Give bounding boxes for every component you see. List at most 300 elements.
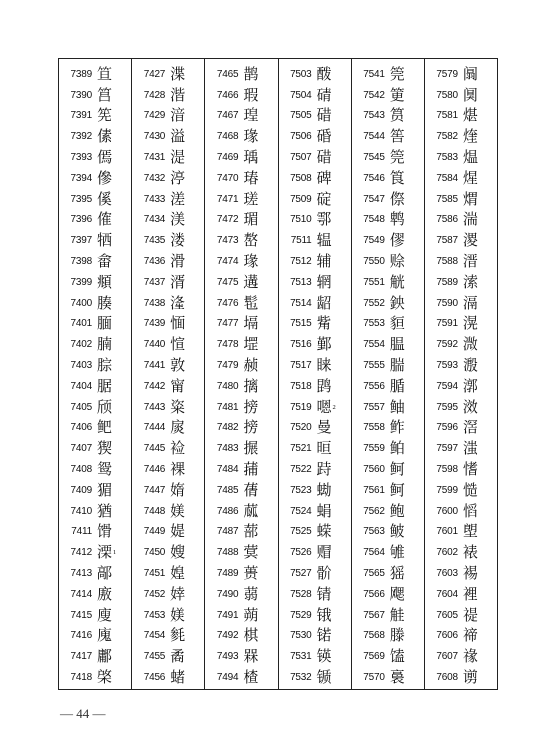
hanzi-character: 傪	[97, 168, 113, 187]
hanzi-character: 鲍	[389, 501, 405, 520]
char-code: 7516	[290, 339, 312, 351]
hanzi-character: 堽	[243, 335, 259, 354]
table-row	[352, 438, 424, 459]
table-row	[279, 626, 351, 647]
char-code: 7508	[290, 172, 312, 184]
char-code: 7482	[216, 422, 239, 434]
hanzi-character: 腒	[97, 376, 113, 395]
char-code: 7475	[216, 276, 239, 288]
table-row	[59, 210, 131, 231]
hanzi-character: 鲄	[389, 460, 405, 479]
hanzi-character: 鲊	[389, 418, 405, 437]
char-code: 7437	[143, 276, 166, 288]
hanzi-character: 慆	[462, 501, 478, 520]
table-row	[352, 626, 424, 647]
table-row	[205, 459, 277, 480]
table-row	[279, 251, 351, 272]
table-row	[59, 189, 131, 210]
char-code: 7395	[70, 193, 92, 205]
hanzi-character: 鄗	[97, 564, 113, 583]
table-row	[132, 605, 204, 626]
table-row	[59, 418, 131, 439]
table-row	[279, 584, 351, 605]
table-row	[279, 334, 351, 355]
hanzi-character: 媓	[170, 564, 186, 583]
hanzi-character: 髢	[243, 293, 259, 312]
hanzi-character: 锘	[316, 626, 332, 645]
char-code: 7470	[216, 172, 239, 184]
hanzi-character: 湆	[170, 106, 186, 125]
hanzi-character: 鲏	[389, 522, 405, 541]
table-row	[132, 189, 204, 210]
char-code: 7563	[363, 526, 385, 538]
hanzi-character: 渼	[170, 210, 186, 229]
table-row	[279, 667, 351, 688]
char-code: 7585	[436, 193, 458, 205]
table-row	[352, 542, 424, 563]
table-row	[59, 147, 131, 168]
char-code: 7546	[363, 172, 385, 184]
table-row	[425, 563, 497, 584]
char-code: 7605	[436, 609, 458, 621]
hanzi-character: 谫	[462, 668, 478, 686]
table-row	[279, 438, 351, 459]
char-code: 7418	[70, 672, 92, 683]
char-code: 7452	[143, 588, 166, 600]
hanzi-character: 滑	[170, 252, 186, 271]
table-column	[59, 59, 132, 689]
table-row	[205, 563, 277, 584]
char-code: 7438	[143, 297, 166, 309]
table-row	[352, 272, 424, 293]
char-code: 7569	[363, 651, 385, 663]
char-code: 7473	[216, 235, 239, 247]
char-code: 7548	[363, 214, 385, 226]
table-row	[59, 376, 131, 397]
hanzi-character: 鉠	[389, 293, 405, 312]
char-code: 7597	[436, 443, 458, 455]
hanzi-character: 瑑	[243, 252, 259, 271]
table-row	[59, 646, 131, 667]
hanzi-character: 猶	[97, 501, 113, 520]
char-code: 7391	[70, 110, 92, 122]
table-row	[132, 584, 204, 605]
char-code: 7586	[436, 214, 458, 226]
hanzi-character: 筶	[389, 127, 405, 146]
char-code: 7521	[290, 443, 312, 455]
hanzi-character: 瑂	[243, 210, 259, 229]
table-row	[425, 376, 497, 397]
table-row	[425, 334, 497, 355]
char-code: 7490	[216, 588, 239, 600]
table-row	[352, 563, 424, 584]
table-row	[132, 501, 204, 522]
hanzi-character: 渟	[170, 168, 186, 187]
char-code: 7503	[290, 68, 312, 80]
table-row	[352, 293, 424, 314]
table-row	[425, 230, 497, 251]
hanzi-character: 傺	[389, 189, 405, 208]
table-row	[205, 314, 277, 335]
table-row	[205, 438, 277, 459]
char-code: 7494	[216, 672, 239, 683]
char-code: 7594	[436, 380, 458, 392]
hanzi-character: 搒	[243, 418, 259, 437]
table-row	[132, 314, 204, 335]
char-code: 7568	[363, 630, 385, 642]
char-code: 7448	[143, 505, 166, 517]
char-code: 7400	[70, 297, 92, 309]
char-code: 7474	[216, 256, 239, 268]
hanzi-character: 碇	[316, 189, 332, 208]
table-row	[425, 605, 497, 626]
char-code: 7598	[436, 464, 458, 476]
table-row	[425, 438, 497, 459]
hanzi-character: 禘	[462, 626, 478, 645]
table-row	[59, 168, 131, 189]
table-row	[205, 64, 277, 85]
table-row	[59, 64, 131, 85]
table-row	[352, 480, 424, 501]
hanzi-character: 觟	[389, 605, 405, 624]
table-row	[425, 85, 497, 106]
table-row	[279, 542, 351, 563]
hanzi-character: 溍	[462, 252, 478, 271]
char-code: 7399	[70, 276, 92, 288]
hanzi-character: 碏	[316, 148, 332, 167]
hanzi-character: 鲄	[389, 480, 405, 499]
table-row	[205, 626, 277, 647]
hanzi-character: 搒	[243, 397, 259, 416]
table-row	[205, 251, 277, 272]
table-row	[279, 355, 351, 376]
table-row	[279, 230, 351, 251]
hanzi-character: 酦	[316, 64, 332, 83]
table-column	[132, 59, 205, 689]
hanzi-character: 赗	[316, 543, 332, 562]
hanzi-character: 瑃	[243, 168, 259, 187]
hanzi-character: 锳	[316, 647, 332, 666]
table-row	[59, 293, 131, 314]
hanzi-character: 蒱	[243, 460, 259, 479]
hanzi-character: 腼	[97, 314, 113, 333]
table-row	[352, 418, 424, 439]
table-row	[425, 147, 497, 168]
char-code: 7562	[363, 505, 385, 517]
table-row	[279, 522, 351, 543]
char-code: 7556	[363, 380, 385, 392]
table-row	[59, 438, 131, 459]
char-code: 7608	[436, 672, 458, 683]
char-code: 7515	[290, 318, 312, 330]
hanzi-character: 觜	[316, 314, 332, 333]
hanzi-character: 煃	[462, 127, 478, 146]
char-code: 7429	[143, 110, 166, 122]
char-code: 7468	[216, 131, 239, 143]
hanzi-character: 鹎	[389, 210, 405, 229]
char-code: 7506	[290, 131, 312, 143]
char-code: 7584	[436, 172, 458, 184]
hanzi-character: 僇	[389, 231, 405, 250]
char-code: 7559	[363, 443, 385, 455]
table-row	[132, 397, 204, 418]
table-row	[279, 563, 351, 584]
hanzi-character: 觥	[389, 272, 405, 291]
hanzi-character: 筦	[389, 64, 405, 83]
table-row	[59, 314, 131, 335]
hanzi-character: 辒	[316, 231, 332, 250]
char-code: 7393	[70, 152, 92, 164]
hanzi-character: 腙	[97, 356, 113, 375]
table-row	[205, 605, 277, 626]
char-code: 7390	[70, 89, 92, 101]
char-code: 7532	[290, 672, 312, 683]
hanzi-character: 蒉	[243, 564, 259, 583]
table-row	[132, 459, 204, 480]
char-code: 7595	[436, 401, 458, 413]
hanzi-character: 蜎	[316, 501, 332, 520]
char-code: 7603	[436, 568, 458, 580]
char-code: 7444	[143, 422, 166, 434]
hanzi-character: 溭	[462, 231, 478, 250]
table-row	[132, 106, 204, 127]
char-code: 7517	[290, 360, 312, 372]
char-code: 7454	[143, 630, 166, 642]
table-row	[352, 147, 424, 168]
table-row	[132, 334, 204, 355]
char-code: 7507	[290, 152, 312, 164]
hanzi-character: 滆	[462, 293, 478, 312]
hanzi-character: 愐	[170, 314, 186, 333]
table-row	[132, 230, 204, 251]
character-table	[58, 58, 498, 690]
table-row	[279, 293, 351, 314]
hanzi-character: 廋	[97, 605, 113, 624]
table-row	[425, 667, 497, 688]
table-row	[352, 355, 424, 376]
table-row	[425, 584, 497, 605]
char-code: 7526	[290, 547, 312, 559]
table-row	[352, 189, 424, 210]
hanzi-character: 辅	[316, 252, 332, 271]
char-code: 7449	[143, 526, 166, 538]
char-code: 7443	[143, 401, 166, 413]
table-row	[205, 210, 277, 231]
table-row	[279, 418, 351, 439]
char-code: 7409	[70, 484, 92, 496]
char-code: 7564	[363, 547, 385, 559]
char-code: 7606	[436, 630, 458, 642]
char-code: 7401	[70, 318, 92, 330]
table-row	[132, 147, 204, 168]
hanzi-character: 锖	[316, 584, 332, 603]
char-code: 7439	[143, 318, 166, 330]
hanzi-character: 溢	[170, 127, 186, 146]
hanzi-character: 猰	[97, 439, 113, 458]
char-code: 7394	[70, 172, 92, 184]
hanzi-character: 鹍	[316, 376, 332, 395]
hanzi-character: 鄠	[316, 210, 332, 229]
char-code: 7547	[363, 193, 385, 205]
table-row	[205, 542, 277, 563]
table-row	[59, 522, 131, 543]
table-row	[279, 126, 351, 147]
char-code: 7466	[216, 89, 239, 101]
table-row	[132, 376, 204, 397]
table-row	[352, 230, 424, 251]
table-row	[279, 459, 351, 480]
hanzi-character: 媄	[170, 605, 186, 624]
table-row	[352, 210, 424, 231]
char-code: 7441	[143, 360, 166, 372]
char-code: 7404	[70, 380, 92, 392]
table-row	[205, 501, 277, 522]
table-row	[279, 314, 351, 335]
table-row	[425, 626, 497, 647]
footnote-marker: 1	[113, 549, 117, 557]
table-row	[205, 646, 277, 667]
table-row	[425, 459, 497, 480]
char-code: 7520	[290, 422, 312, 434]
hanzi-character: 嗯	[316, 397, 332, 416]
hanzi-character: 筼	[389, 106, 405, 125]
char-code: 7528	[290, 588, 312, 600]
hanzi-character: 廒	[97, 584, 113, 603]
hanzi-character: 蒴	[243, 605, 259, 624]
char-code: 7489	[216, 568, 239, 580]
hanzi-character: 鲉	[389, 397, 405, 416]
char-code: 7602	[436, 547, 458, 559]
hanzi-character: 塱	[462, 522, 478, 541]
char-code: 7570	[363, 672, 385, 683]
hanzi-character: 傕	[97, 210, 113, 229]
char-code: 7397	[70, 235, 92, 247]
hanzi-character: 腽	[389, 335, 405, 354]
table-row	[59, 667, 131, 688]
table-row	[59, 106, 131, 127]
char-code: 7592	[436, 339, 458, 351]
char-code: 7455	[143, 651, 166, 663]
char-code: 7493	[216, 651, 239, 663]
hanzi-character: 裼	[462, 564, 478, 583]
hanzi-character: 瑑	[243, 127, 259, 146]
char-code: 7440	[143, 339, 166, 351]
table-row	[132, 272, 204, 293]
char-code: 7405	[70, 401, 92, 413]
hanzi-character: 碑	[316, 168, 332, 187]
hanzi-character: 腩	[97, 335, 113, 354]
table-row	[205, 126, 277, 147]
char-code: 7561	[363, 484, 385, 496]
char-code: 7557	[363, 401, 385, 413]
hanzi-character: 蒻	[243, 584, 259, 603]
hanzi-character: 漷	[462, 376, 478, 395]
hanzi-character: 慥	[462, 480, 478, 499]
table-row	[425, 522, 497, 543]
hanzi-character: 猺	[389, 564, 405, 583]
hanzi-character: 裣	[170, 439, 186, 458]
char-code: 7523	[290, 484, 312, 496]
char-code: 7407	[70, 443, 92, 455]
page-number: — 44 —	[60, 706, 106, 721]
hanzi-character: 碏	[316, 106, 332, 125]
hanzi-character: 蝾	[316, 522, 332, 541]
char-code: 7511	[290, 235, 312, 247]
char-code: 7480	[216, 380, 239, 392]
char-code: 7412	[70, 547, 92, 559]
char-code: 7410	[70, 505, 92, 517]
char-code: 7601	[436, 526, 458, 538]
char-code: 7492	[216, 630, 239, 642]
hanzi-character: 禒	[462, 647, 478, 666]
table-row	[352, 667, 424, 688]
char-code: 7505	[290, 110, 312, 122]
table-row	[425, 272, 497, 293]
table-row	[205, 293, 277, 314]
char-code: 7545	[363, 152, 385, 164]
table-row	[132, 168, 204, 189]
table-row	[205, 584, 277, 605]
char-code: 7408	[70, 464, 92, 476]
table-row	[205, 230, 277, 251]
char-code: 7587	[436, 235, 458, 247]
char-code: 7487	[216, 526, 239, 538]
hanzi-character: 媄	[170, 501, 186, 520]
hanzi-character: 溦	[462, 335, 478, 354]
table-row	[425, 168, 497, 189]
hanzi-character: 槑	[243, 647, 259, 666]
table-row	[205, 272, 277, 293]
hanzi-character: 愭	[462, 460, 478, 479]
hanzi-character: 鲌	[389, 439, 405, 458]
char-code: 7478	[216, 339, 239, 351]
hanzi-character: 牺	[97, 231, 113, 250]
hanzi-character: 扊	[170, 418, 186, 437]
char-code: 7582	[436, 131, 458, 143]
char-code: 7396	[70, 214, 92, 226]
table-row	[279, 210, 351, 231]
table-row	[352, 459, 424, 480]
table-row	[425, 501, 497, 522]
char-code: 7445	[143, 443, 166, 455]
char-code: 7567	[363, 609, 385, 621]
hanzi-character: 蔀	[243, 522, 259, 541]
table-row	[205, 688, 277, 689]
table-row	[205, 189, 277, 210]
table-row	[132, 210, 204, 231]
hanzi-character: 鲃	[97, 418, 113, 437]
char-code: 7406	[70, 422, 92, 434]
char-code: 7518	[290, 380, 312, 392]
table-row	[59, 501, 131, 522]
hanzi-character: 煴	[462, 148, 478, 167]
char-code: 7550	[363, 256, 385, 268]
char-code: 7485	[216, 484, 239, 496]
table-row	[132, 563, 204, 584]
table-row	[132, 542, 204, 563]
char-code: 7469	[216, 152, 239, 164]
char-code: 7513	[290, 276, 312, 288]
char-code: 7453	[143, 609, 166, 621]
char-code: 7436	[143, 256, 166, 268]
char-code: 7600	[436, 505, 458, 517]
hanzi-character: 搌	[243, 439, 259, 458]
table-row	[132, 626, 204, 647]
table-row	[205, 480, 277, 501]
hanzi-character: 嫂	[170, 543, 186, 562]
table-row	[425, 126, 497, 147]
hanzi-character: 愃	[170, 335, 186, 354]
